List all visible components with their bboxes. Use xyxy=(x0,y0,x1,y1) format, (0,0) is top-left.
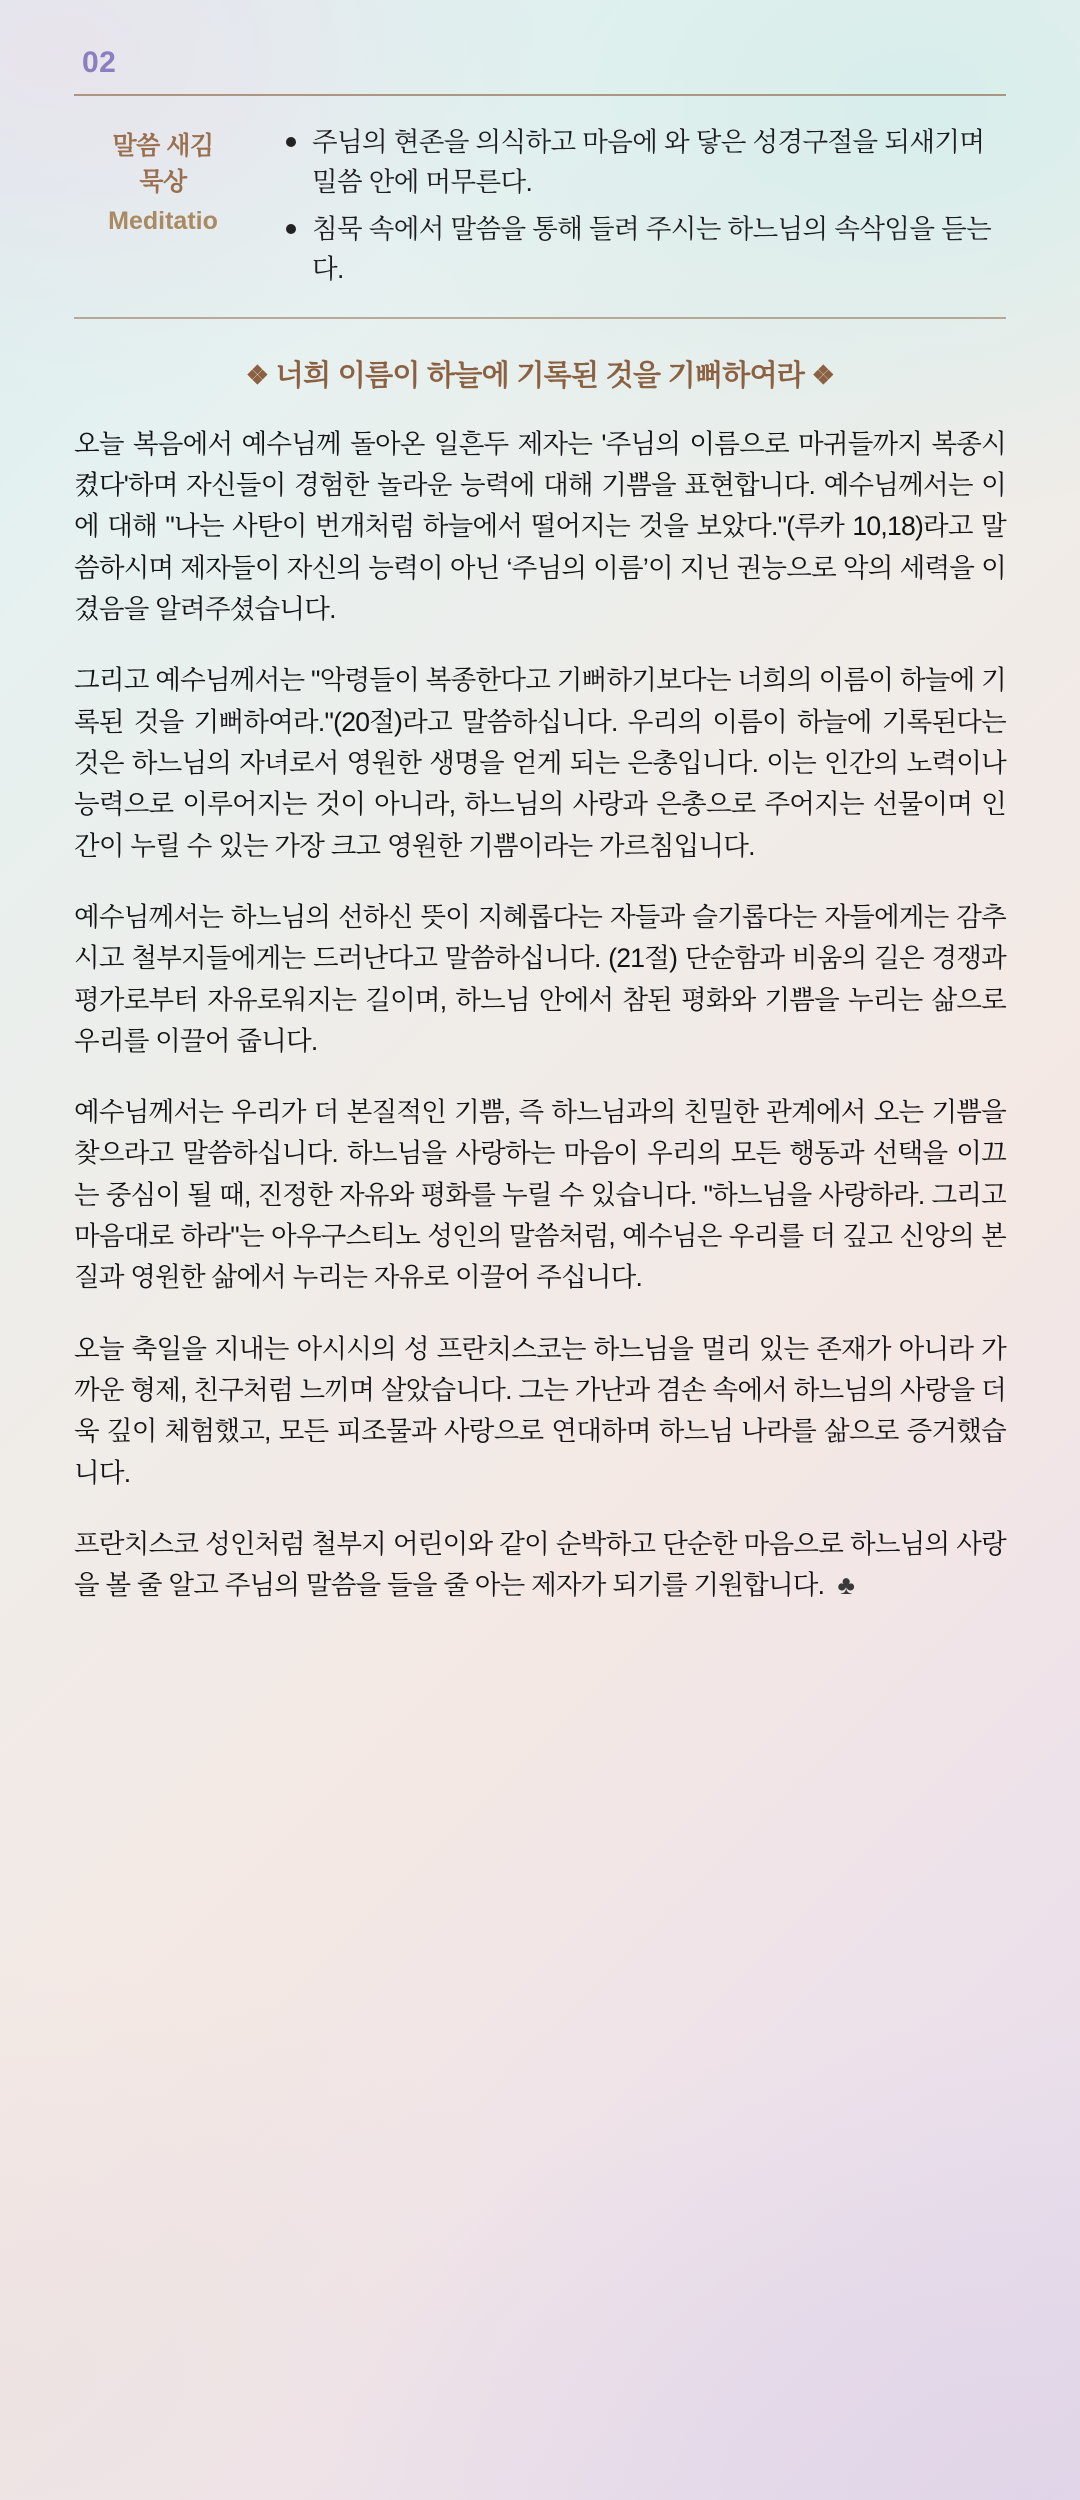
meditatio-title-latin: Meditatio xyxy=(108,206,218,235)
meditatio-section xyxy=(50,96,1030,317)
meditatio-title xyxy=(74,122,252,239)
meditatio-guidance-list xyxy=(278,122,1006,295)
paragraph: 오늘 복음에서 예수님께 돌아온 일흔두 제자는 '주님의 이름으로 마귀들까지 복종시켰다'하며 자신들이 경험한 놀라운 능력에 대해 기쁨을 표현합니다. 예수님께서는 이에 대해 "나는 사탄이 번개처럼 하늘에서 떨어지는 것을 보았다."(루카 10,18)라고 말씀하시며 제자들이 자신의 능력이 아닌 ‘주님의 이름’이 지닌 권능으로 악의 세력을 이겼음을 알려주셨습니다. xyxy=(74,428,1006,624)
list-item: 주님의 현존을 의식하고 마음에 와 닿은 성경구절을 되새기며 밀씀 안에 머무른다. xyxy=(278,122,1006,203)
page-number: 02 xyxy=(82,46,117,79)
meditatio-title-kr-2: 묵상 xyxy=(139,168,187,197)
meditatio-title-kr-1: 말씀 새김 xyxy=(112,132,214,160)
page-title xyxy=(50,319,1030,424)
reflection-body xyxy=(50,424,1030,1607)
paragraph: 오늘 축일을 지내는 아시시의 성 프란치스코는 하느님을 멀리 있는 존재가 아니라 가까운 형제, 친구처럼 느끼며 살았습니다. 그는 가난과 겸손 속에서 하느님의 사랑을 더욱 깊이 체험했고, 모든 피조물과 사랑으로 연대하며 하느님 나라를 삶으로 증거했습니다. xyxy=(74,1333,1006,1488)
clover-end-icon: ♣ xyxy=(837,1570,855,1601)
paragraph-last xyxy=(74,1524,1006,1607)
divider-top xyxy=(74,94,1006,96)
list-item: 침묵 속에서 말씀을 통해 들려 주시는 하느님의 속삭임을 듣는다. xyxy=(278,209,1006,290)
clover-ornament-left-icon: ❖ xyxy=(245,359,269,390)
clover-ornament-right-icon: ❖ xyxy=(811,359,835,390)
paragraph: 예수님께서는 우리가 더 본질적인 기쁨, 즉 하느님과의 친밀한 관계에서 오는 기쁨을 찾으라고 말씀하십니다. 하느님을 사랑하는 마음이 우리의 모든 행동과 선택을 이끄는 중심이 될 때, 진정한 자유와 평화를 누릴 수 있습니다. "하느님을 사랑하라. 그리고 마음대로 하라"는 아우구스티노 성인의 말씀처럼, 예수님은 우리를 더 깊고 신앙의 본질과 영원한 삶에서 누리는 자유로 이끌어 주십니다. xyxy=(74,1097,1006,1293)
paragraph-text: 프란치스코 성인처럼 철부지 어린이와 같이 순박하고 단순한 마음으로 하느님의 사랑을 볼 줄 알고 주님의 말씀을 들을 줄 아는 제자가 되기를 기원합니다. xyxy=(74,1529,1006,1601)
paragraph: 예수님께서는 하느님의 선하신 뜻이 지혜롭다는 자들과 슬기롭다는 자들에게는 감추시고 철부지들에게는 드러난다고 말씀하십니다. (21절) 단순함과 비움의 길은 경쟁과 평가로부터 자유로워지는 길이며, 하느님 안에서 참된 평화와 기쁨을 누리는 삶으로 우리를 이끌어 줍니다. xyxy=(74,901,1006,1056)
divider-bottom xyxy=(74,317,1006,319)
paragraph: 그리고 예수님께서는 "악령들이 복종한다고 기뻐하기보다는 너희의 이름이 하늘에 기록된 것을 기뻐하여라."(20절)라고 말씀하십니다. 우리의 이름이 하늘에 기록된다는 것은 하느님의 자녀로서 영원한 생명을 얻게 되는 은총입니다. 이는 인간의 노력이나 능력으로 이루어지는 것이 아니라, 하느님의 사랑과 은총으로 주어지는 선물이며 인간이 누릴 수 있는 가장 크고 영원한 기쁨이라는 가르침입니다. xyxy=(74,665,1006,861)
page-title-text: 너희 이름이 하늘에 기록된 것을 기뻐하여라 xyxy=(275,359,805,392)
